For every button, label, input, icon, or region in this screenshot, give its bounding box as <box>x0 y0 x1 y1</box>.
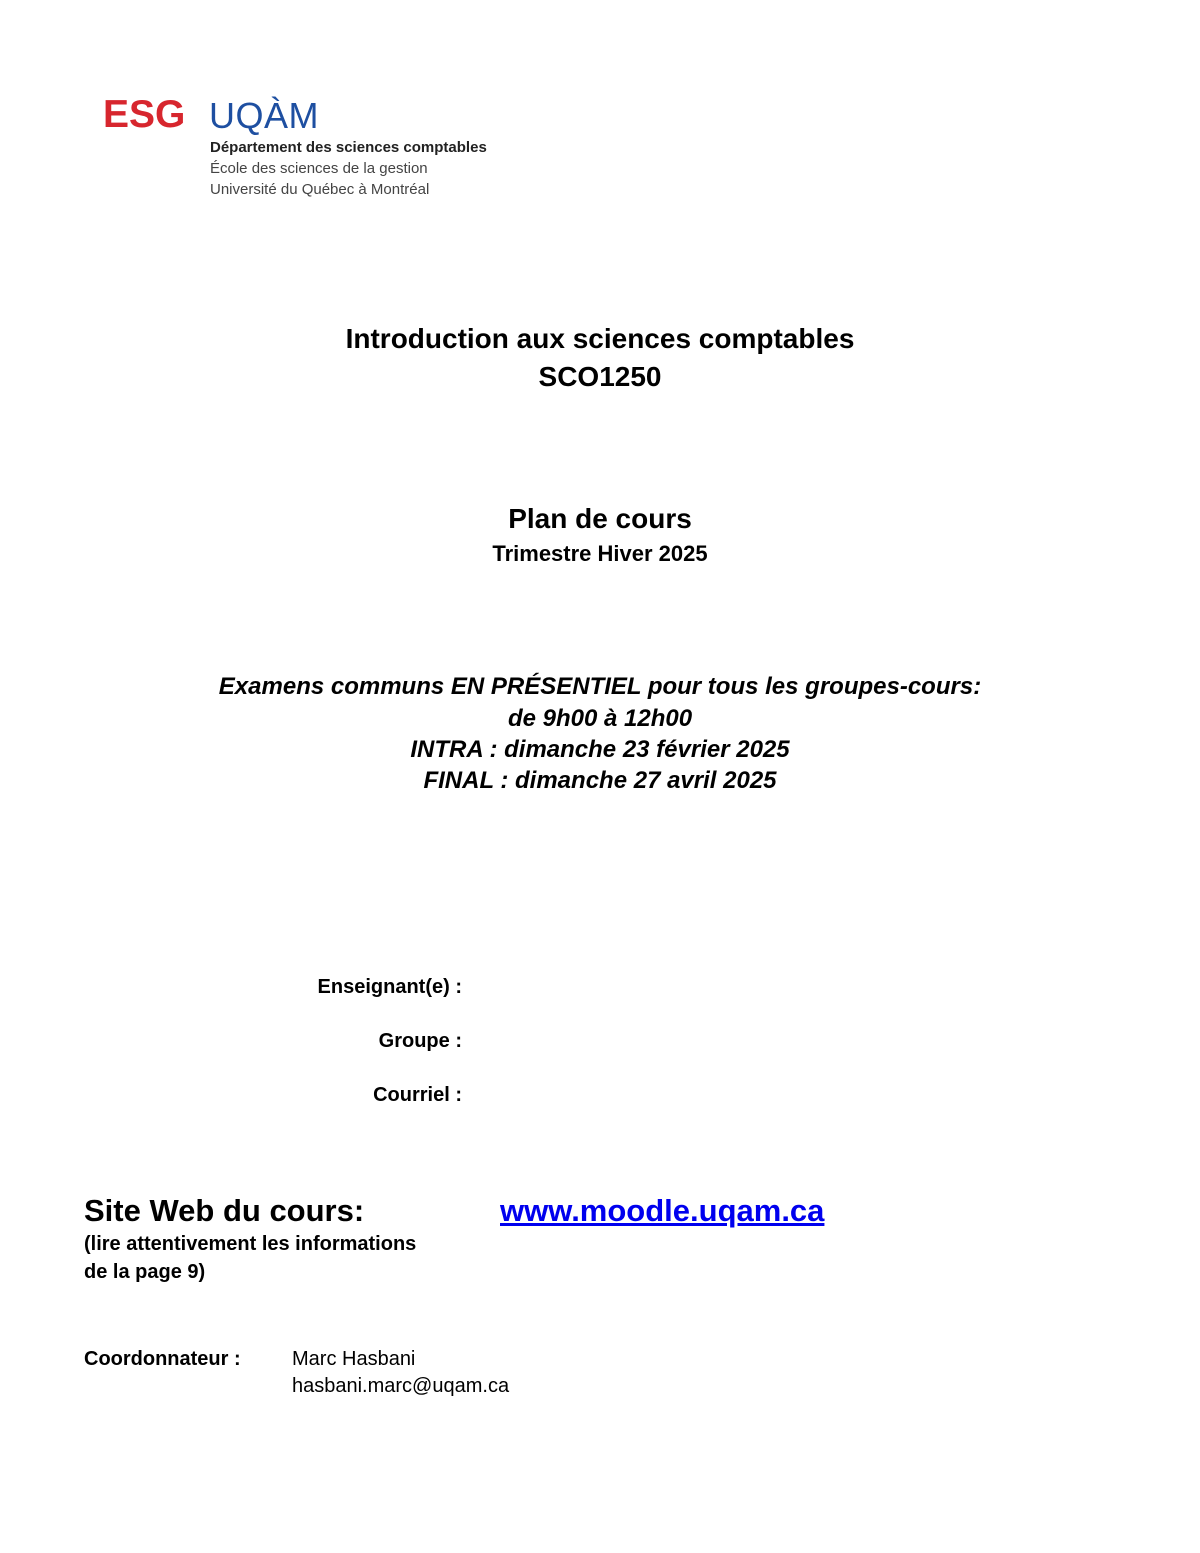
university-name: Université du Québec à Montréal <box>210 181 430 198</box>
exam-intra-line: INTRA : dimanche 23 février 2025 <box>410 736 790 763</box>
exam-info-line: Examens communs EN PRÉSENTIEL pour tous les groupes-cours: <box>218 673 982 700</box>
course-title: Introduction aux sciences comptables <box>345 323 855 354</box>
term-label: Trimestre Hiver 2025 <box>492 541 708 566</box>
group-label: Groupe : <box>378 1030 462 1052</box>
website-note-line: de la page 9) <box>84 1261 206 1283</box>
moodle-link[interactable]: www.moodle.uqam.ca <box>500 1193 825 1228</box>
uqam-logo-text: UQÀM <box>209 95 319 136</box>
esg-logo-text: ESG <box>103 93 186 136</box>
department-name: Département des sciences comptables <box>210 139 487 156</box>
plan-heading: Plan de cours <box>508 503 692 534</box>
website-label: Site Web du cours: <box>84 1193 365 1228</box>
website-note-line: (lire attentivement les informations <box>84 1233 417 1255</box>
exam-final-line: FINAL : dimanche 27 avril 2025 <box>423 767 777 794</box>
coordinator-label: Coordonnateur : <box>84 1348 241 1370</box>
course-code: SCO1250 <box>538 361 662 392</box>
coordinator-name: Marc Hasbani <box>292 1348 416 1370</box>
exam-time-line: de 9h00 à 12h00 <box>507 705 693 732</box>
coordinator-email: hasbani.marc@uqam.ca <box>292 1375 510 1397</box>
school-name: École des sciences de la gestion <box>210 160 428 177</box>
teacher-label: Enseignant(e) : <box>317 976 462 998</box>
email-label: Courriel : <box>373 1084 462 1106</box>
